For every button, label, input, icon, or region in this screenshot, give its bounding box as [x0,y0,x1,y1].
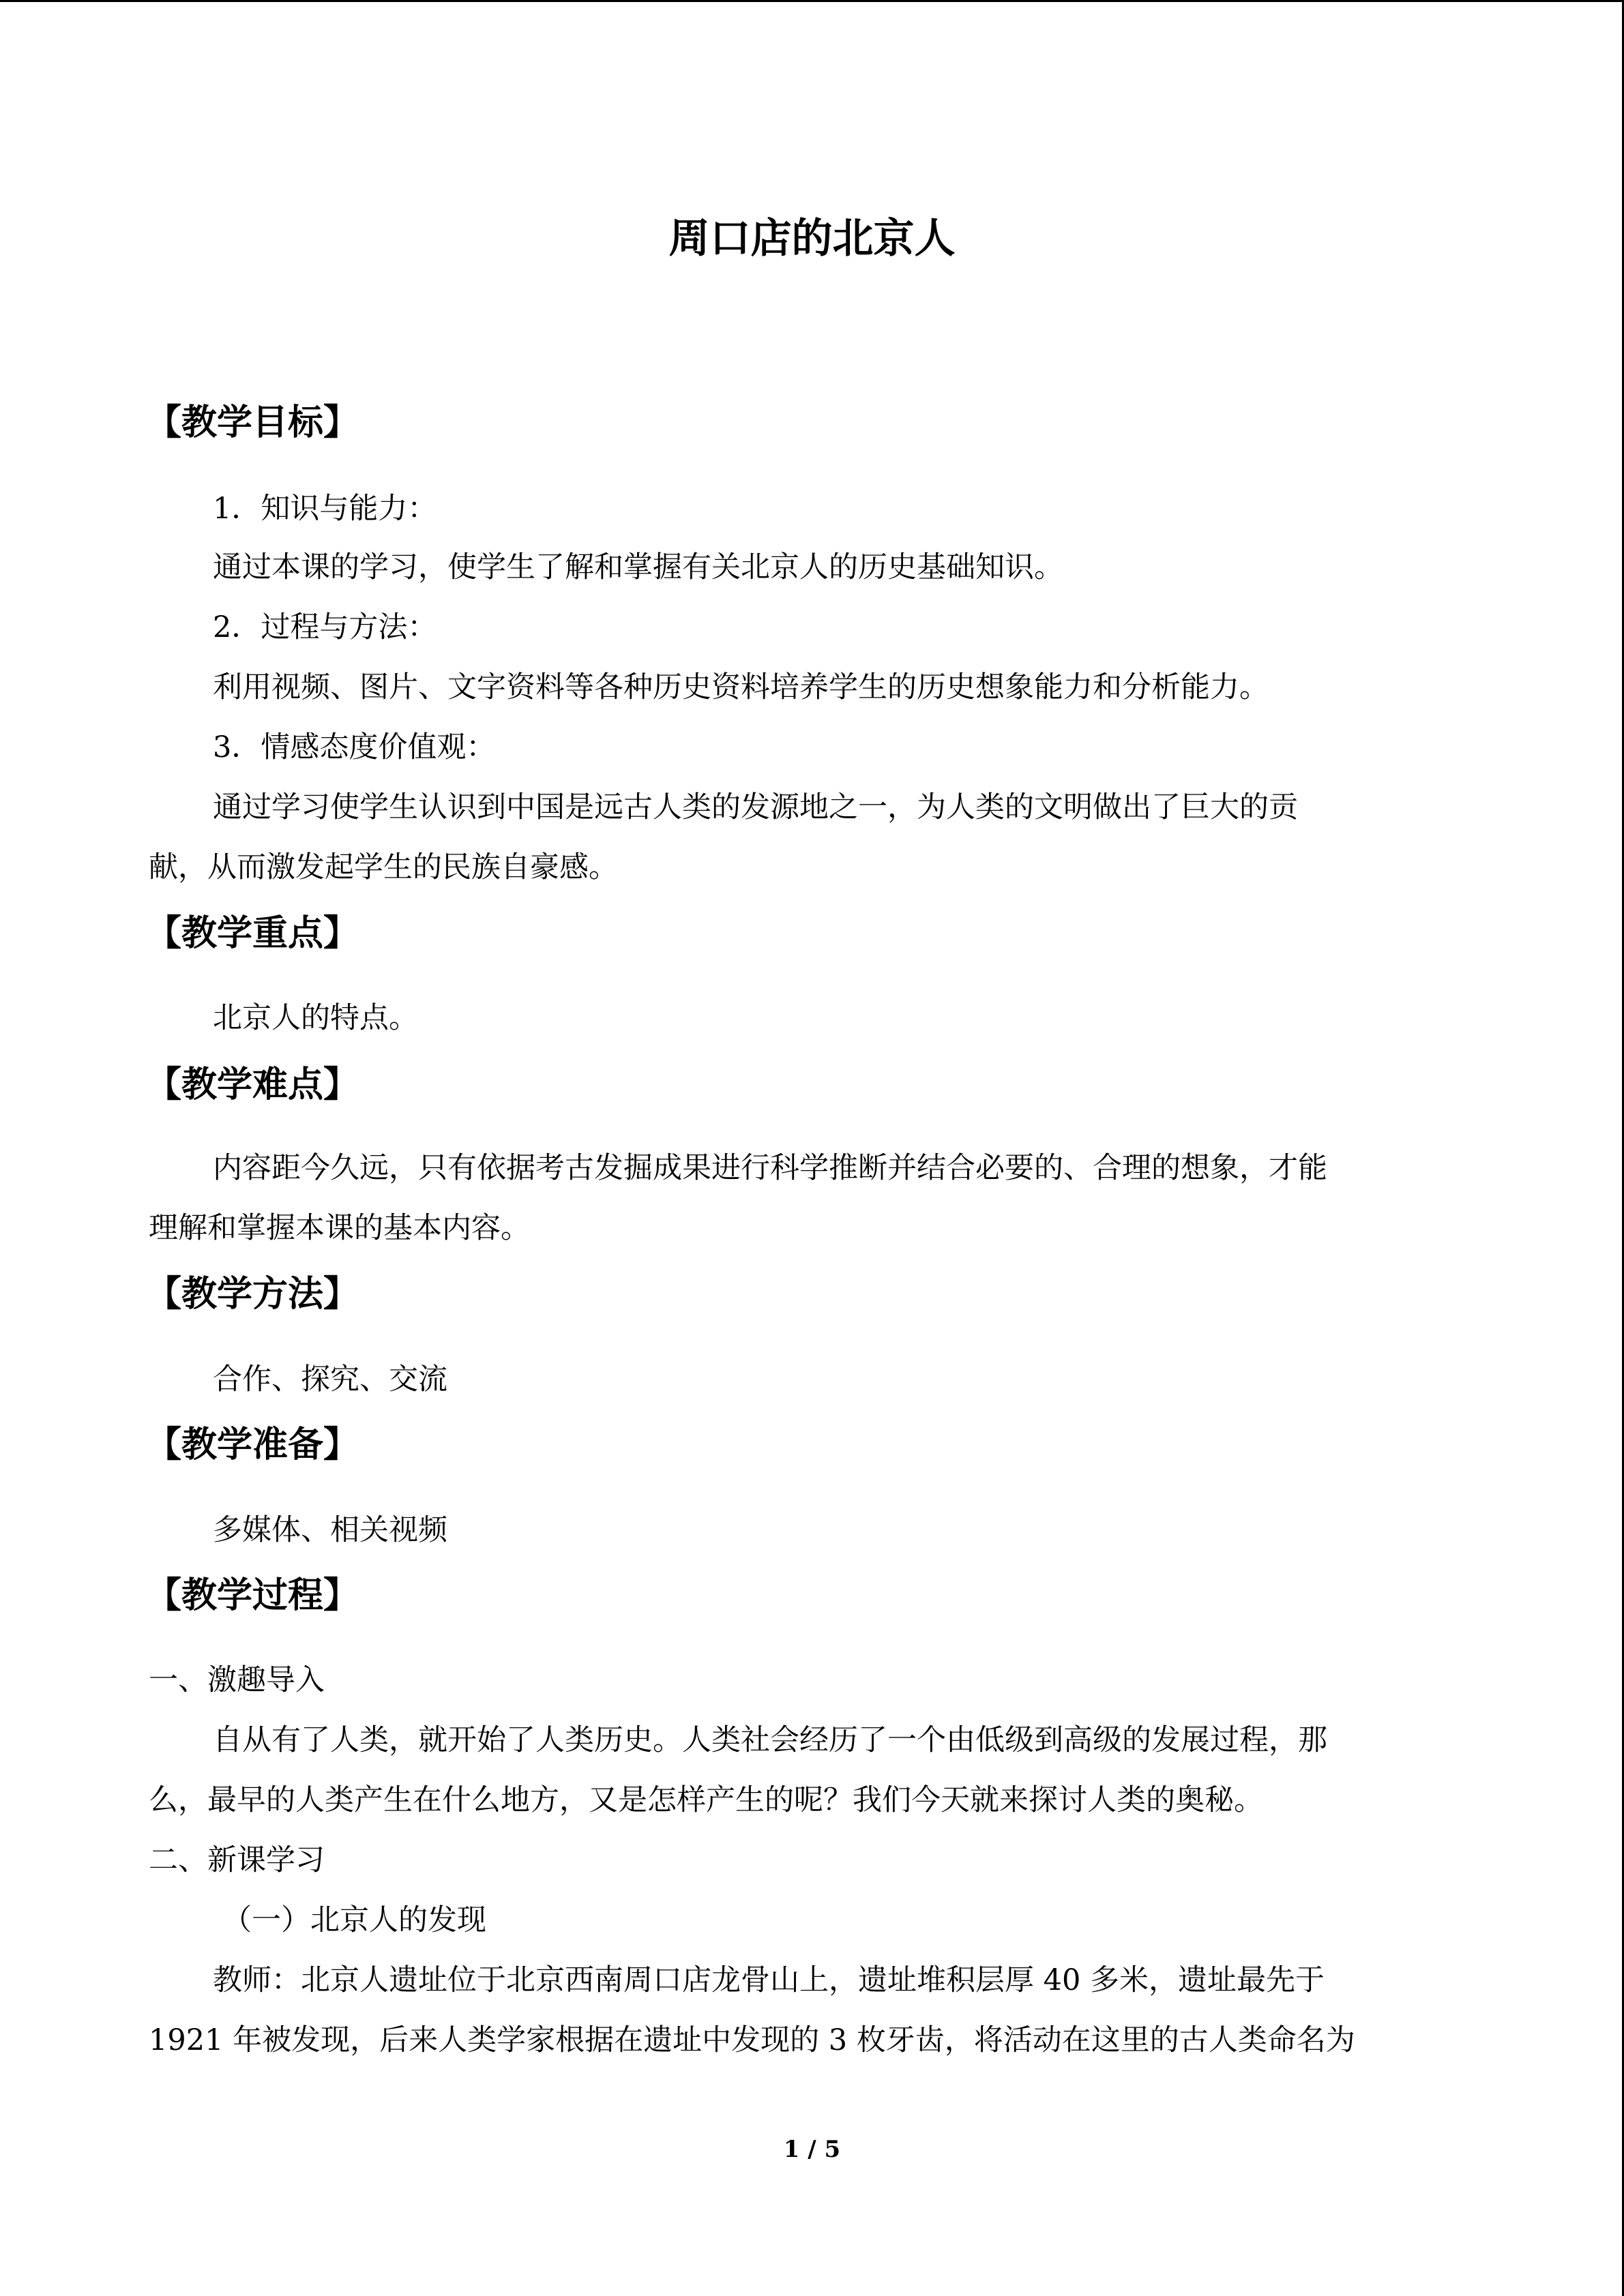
objective-1-text: 通过本课的学习，使学生了解和掌握有关北京人的历史基础知识。 [213,550,1063,584]
process-sub1-title: （一）北京人的发现 [222,1903,486,1937]
objective-3-text-line2: 献，从而激发起学生的民族自豪感。 [149,850,618,884]
page-indicator: 1 / 5 [783,2136,841,2163]
methods-text: 合作、探究、交流 [213,1362,447,1397]
key-points-text: 北京人的特点。 [213,1001,418,1035]
objective-1-label: 1．知识与能力： [213,492,437,526]
objective-2-text: 利用视频、图片、文字资料等各种历史资料培养学生的历史想象能力和分析能力。 [213,670,1269,704]
process-part2-title: 二、新课学习 [149,1843,325,1877]
process-sub1-text-line2: 1921 年被发现，后来人类学家根据在遗址中发现的 3 枚牙齿，将活动在这里的古人类命名为 [149,2023,1355,2057]
heading-preparation: 【教学准备】 [146,1425,359,1465]
difficulties-text-line1: 内容距今久远，只有依据考古发掘成果进行科学推断并结合必要的、合理的想象，才能 [213,1151,1327,1185]
preparation-text: 多媒体、相关视频 [213,1513,447,1547]
process-part1-text-line1: 自从有了人类，就开始了人类历史。人类社会经历了一个由低级到高级的发展过程，那 [213,1723,1327,1757]
process-part1-text-line2: 么，最早的人类产生在什么地方，又是怎样产生的呢？我们今天就来探讨人类的奥秘。 [149,1783,1263,1817]
heading-objectives: 【教学目标】 [146,402,359,443]
document-title: 周口店的北京人 [668,215,956,263]
heading-methods: 【教学方法】 [146,1274,359,1315]
difficulties-text-line2: 理解和掌握本课的基本内容。 [149,1211,530,1245]
top-border [0,0,1624,2]
objective-3-text-line1: 通过学习使学生认识到中国是远古人类的发源地之一，为人类的文明做出了巨大的贡 [213,790,1298,824]
process-part1-title: 一、激趣导入 [149,1663,325,1697]
process-sub1-text-line1: 教师：北京人遗址位于北京西南周口店龙骨山上，遗址堆积层厚 40 多米，遗址最先于 [213,1963,1325,1997]
objective-2-label: 2．过程与方法： [213,610,437,644]
objective-3-label: 3．情感态度价值观： [213,730,496,764]
heading-process: 【教学过程】 [146,1575,359,1616]
heading-key-points: 【教学重点】 [146,913,359,954]
heading-difficulties: 【教学难点】 [146,1064,359,1105]
